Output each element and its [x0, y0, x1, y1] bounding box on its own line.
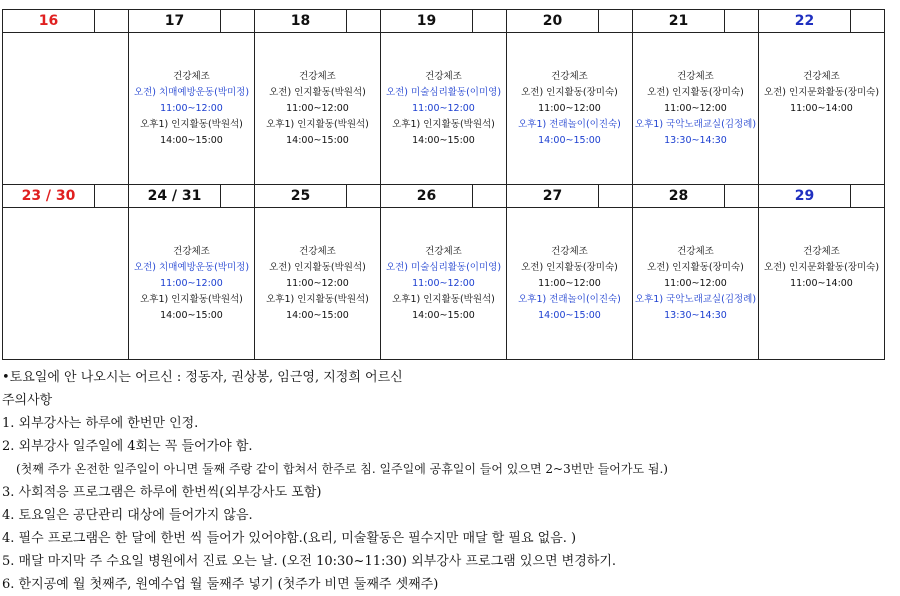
day-schedule	[759, 33, 884, 117]
schedule-line: 13:30~14:30	[664, 135, 727, 146]
day-header-cell	[759, 185, 885, 208]
day-header-blank	[725, 185, 758, 207]
schedule-line: 14:00~15:00	[412, 310, 475, 321]
day-number: 17	[129, 10, 221, 32]
day-header-blank	[851, 185, 884, 207]
day-number: 21	[633, 10, 725, 32]
day-schedule-cell	[507, 33, 633, 185]
day-header-cell	[633, 185, 759, 208]
schedule-line: 오후1) 인지활동(박원석)	[392, 119, 495, 130]
day-number: 25	[255, 185, 347, 207]
notes-section	[2, 366, 898, 596]
day-number: 20	[507, 10, 599, 32]
day-schedule	[633, 208, 758, 324]
schedule-line: 14:00~15:00	[538, 310, 601, 321]
day-header-cell	[381, 10, 507, 33]
day-schedule-cell	[129, 33, 255, 185]
note-item: 2. 외부강사 일주일에 4회는 꼭 들어가야 함.	[2, 439, 253, 454]
note-item: 3. 사회적응 프로그램은 하루에 한번씩(외부강사도 포함)	[2, 485, 322, 500]
schedule-line: 건강체조	[803, 246, 840, 257]
note-item: 5. 매달 마지막 주 수요일 병원에서 진료 오는 날. (오전 10:30~11:30) 외부강사 프로그램 있으면 변경하기.	[2, 554, 617, 569]
day-header-cell	[633, 10, 759, 33]
schedule-line: 오전) 인지문화활동(장미숙)	[763, 87, 880, 98]
day-number: 26	[381, 185, 473, 207]
day-header-cell	[507, 185, 633, 208]
day-schedule-cell	[759, 208, 885, 360]
day-schedule	[507, 208, 632, 324]
day-header-blank	[473, 185, 506, 207]
day-header-cell	[129, 10, 255, 33]
day-schedule	[633, 33, 758, 149]
day-number: 16	[3, 10, 95, 32]
saturday-absent-note: •토요일에 안 나오시는 어르신 : 정동자, 권상봉, 임근영, 지정희 어르신	[2, 370, 403, 385]
schedule-line: 14:00~15:00	[160, 135, 223, 146]
day-schedule	[3, 208, 128, 244]
day-number: 28	[633, 185, 725, 207]
week-header-row	[3, 185, 885, 208]
day-schedule	[381, 33, 506, 149]
day-schedule-cell	[507, 208, 633, 360]
schedule-line: 건강체조	[173, 71, 210, 82]
day-number: 22	[759, 10, 851, 32]
day-header-cell	[255, 10, 381, 33]
schedule-line: 오후1) 국악노래교실(김정례)	[634, 294, 757, 305]
day-header-blank	[851, 10, 884, 32]
day-schedule	[129, 33, 254, 149]
schedule-line: 건강체조	[173, 246, 210, 257]
schedule-line: 오후1) 인지활동(박원석)	[266, 294, 369, 305]
note-item: 4. 토요일은 공단관리 대상에 들어가지 않음.	[2, 508, 253, 523]
day-schedule-cell	[3, 33, 129, 185]
day-header-cell	[507, 10, 633, 33]
week-body-row	[3, 208, 885, 360]
schedule-line: 14:00~15:00	[538, 135, 601, 146]
schedule-line: 오전) 인지활동(장미숙)	[521, 87, 618, 98]
note-item: 4. 필수 프로그램은 한 달에 한번 씩 들어가 있어야함.(요리, 미술활동은 필수지만 매달 할 필요 없음. )	[2, 531, 577, 546]
week-body-row	[3, 33, 885, 185]
schedule-line: 건강체조	[551, 246, 588, 257]
schedule-line: 11:00~12:00	[160, 278, 223, 289]
day-schedule-cell	[255, 33, 381, 185]
day-number: 29	[759, 185, 851, 207]
schedule-line: 건강체조	[425, 71, 462, 82]
day-header-blank	[95, 185, 128, 207]
schedule-line: 건강체조	[803, 71, 840, 82]
schedule-line: 오후1) 인지활동(박원석)	[140, 294, 243, 305]
schedule-line: 11:00~12:00	[538, 278, 601, 289]
day-number: 23 / 30	[3, 185, 95, 207]
schedule-line: 14:00~15:00	[160, 310, 223, 321]
day-schedule	[381, 208, 506, 324]
schedule-line: 14:00~15:00	[412, 135, 475, 146]
day-schedule	[3, 33, 128, 69]
schedule-line: 건강체조	[425, 246, 462, 257]
schedule-line: 오전) 인지활동(장미숙)	[647, 262, 744, 273]
schedule-line: 11:00~12:00	[160, 103, 223, 114]
day-schedule	[255, 33, 380, 149]
schedule-line: 건강체조	[677, 71, 714, 82]
schedule-line: 오전) 인지활동(박원석)	[269, 262, 366, 273]
schedule-line: 건강체조	[551, 71, 588, 82]
schedule-line: 오후1) 전래놀이(이진숙)	[518, 294, 621, 305]
schedule-line: 오전) 미술심리활동(이미영)	[385, 262, 502, 273]
day-header-blank	[473, 10, 506, 32]
day-schedule-cell	[633, 33, 759, 185]
schedule-line: 오전) 미술심리활동(이미영)	[385, 87, 502, 98]
day-schedule-cell	[381, 33, 507, 185]
schedule-line: 오전) 인지문화활동(장미숙)	[763, 262, 880, 273]
schedule-line: 건강체조	[299, 246, 336, 257]
day-header-cell	[381, 185, 507, 208]
note-item: 6. 한지공예 월 첫째주, 원예수업 월 둘째주 넣기 (첫주가 비면 둘째주 셋째주)	[2, 577, 439, 592]
day-header-blank	[599, 10, 632, 32]
schedule-line: 건강체조	[299, 71, 336, 82]
day-schedule-cell	[129, 208, 255, 360]
schedule-line: 오후1) 국악노래교실(김정례)	[634, 119, 757, 130]
day-schedule-cell	[3, 208, 129, 360]
day-number: 24 / 31	[129, 185, 221, 207]
schedule-line: 11:00~14:00	[790, 278, 853, 289]
schedule-line: 오후1) 인지활동(박원석)	[140, 119, 243, 130]
notes-heading: 주의사항	[2, 393, 53, 408]
schedule-line: 오전) 인지활동(박원석)	[269, 87, 366, 98]
day-header-blank	[725, 10, 758, 32]
day-header-cell	[3, 10, 129, 33]
day-header-cell	[3, 185, 129, 208]
schedule-line: 14:00~15:00	[286, 310, 349, 321]
week-header-row	[3, 10, 885, 33]
schedule-line: 11:00~12:00	[664, 278, 727, 289]
day-number: 19	[381, 10, 473, 32]
schedule-line: 오전) 치매예방운동(박미정)	[133, 262, 250, 273]
day-header-blank	[599, 185, 632, 207]
schedule-line: 오전) 인지활동(장미숙)	[521, 262, 618, 273]
schedule-line: 11:00~12:00	[286, 103, 349, 114]
day-header-blank	[347, 185, 380, 207]
schedule-line: 11:00~12:00	[412, 103, 475, 114]
day-schedule-cell	[381, 208, 507, 360]
schedule-line: 오전) 치매예방운동(박미정)	[133, 87, 250, 98]
day-schedule	[129, 208, 254, 324]
day-header-cell	[255, 185, 381, 208]
schedule-line: 14:00~15:00	[286, 135, 349, 146]
day-schedule	[255, 208, 380, 324]
day-schedule	[507, 33, 632, 149]
day-number: 18	[255, 10, 347, 32]
schedule-line: 오후1) 인지활동(박원석)	[266, 119, 369, 130]
note-item: 1. 외부강사는 하루에 한번만 인정.	[2, 416, 199, 431]
schedule-line: 13:30~14:30	[664, 310, 727, 321]
weekly-schedule-table	[2, 9, 885, 360]
day-number: 27	[507, 185, 599, 207]
schedule-line: 오후1) 전래놀이(이진숙)	[518, 119, 621, 130]
day-schedule-cell	[255, 208, 381, 360]
day-schedule-cell	[759, 33, 885, 185]
day-schedule	[759, 208, 884, 292]
schedule-line: 11:00~12:00	[538, 103, 601, 114]
schedule-line: 건강체조	[677, 246, 714, 257]
schedule-line: 11:00~12:00	[664, 103, 727, 114]
schedule-line: 11:00~12:00	[286, 278, 349, 289]
day-header-cell	[129, 185, 255, 208]
day-header-blank	[221, 185, 254, 207]
schedule-line: 11:00~12:00	[412, 278, 475, 289]
day-schedule-cell	[633, 208, 759, 360]
day-header-blank	[221, 10, 254, 32]
day-header-blank	[95, 10, 128, 32]
note-item: (첫째 주가 온전한 일주일이 아니면 둘째 주랑 같이 합쳐서 한주로 침. 일주일에 공휴일이 들어 있으면 2~3번만 들어가도 됨.)	[16, 462, 668, 476]
schedule-line: 오전) 인지활동(장미숙)	[647, 87, 744, 98]
day-header-blank	[347, 10, 380, 32]
schedule-line: 오후1) 인지활동(박원석)	[392, 294, 495, 305]
schedule-line: 11:00~14:00	[790, 103, 853, 114]
day-header-cell	[759, 10, 885, 33]
